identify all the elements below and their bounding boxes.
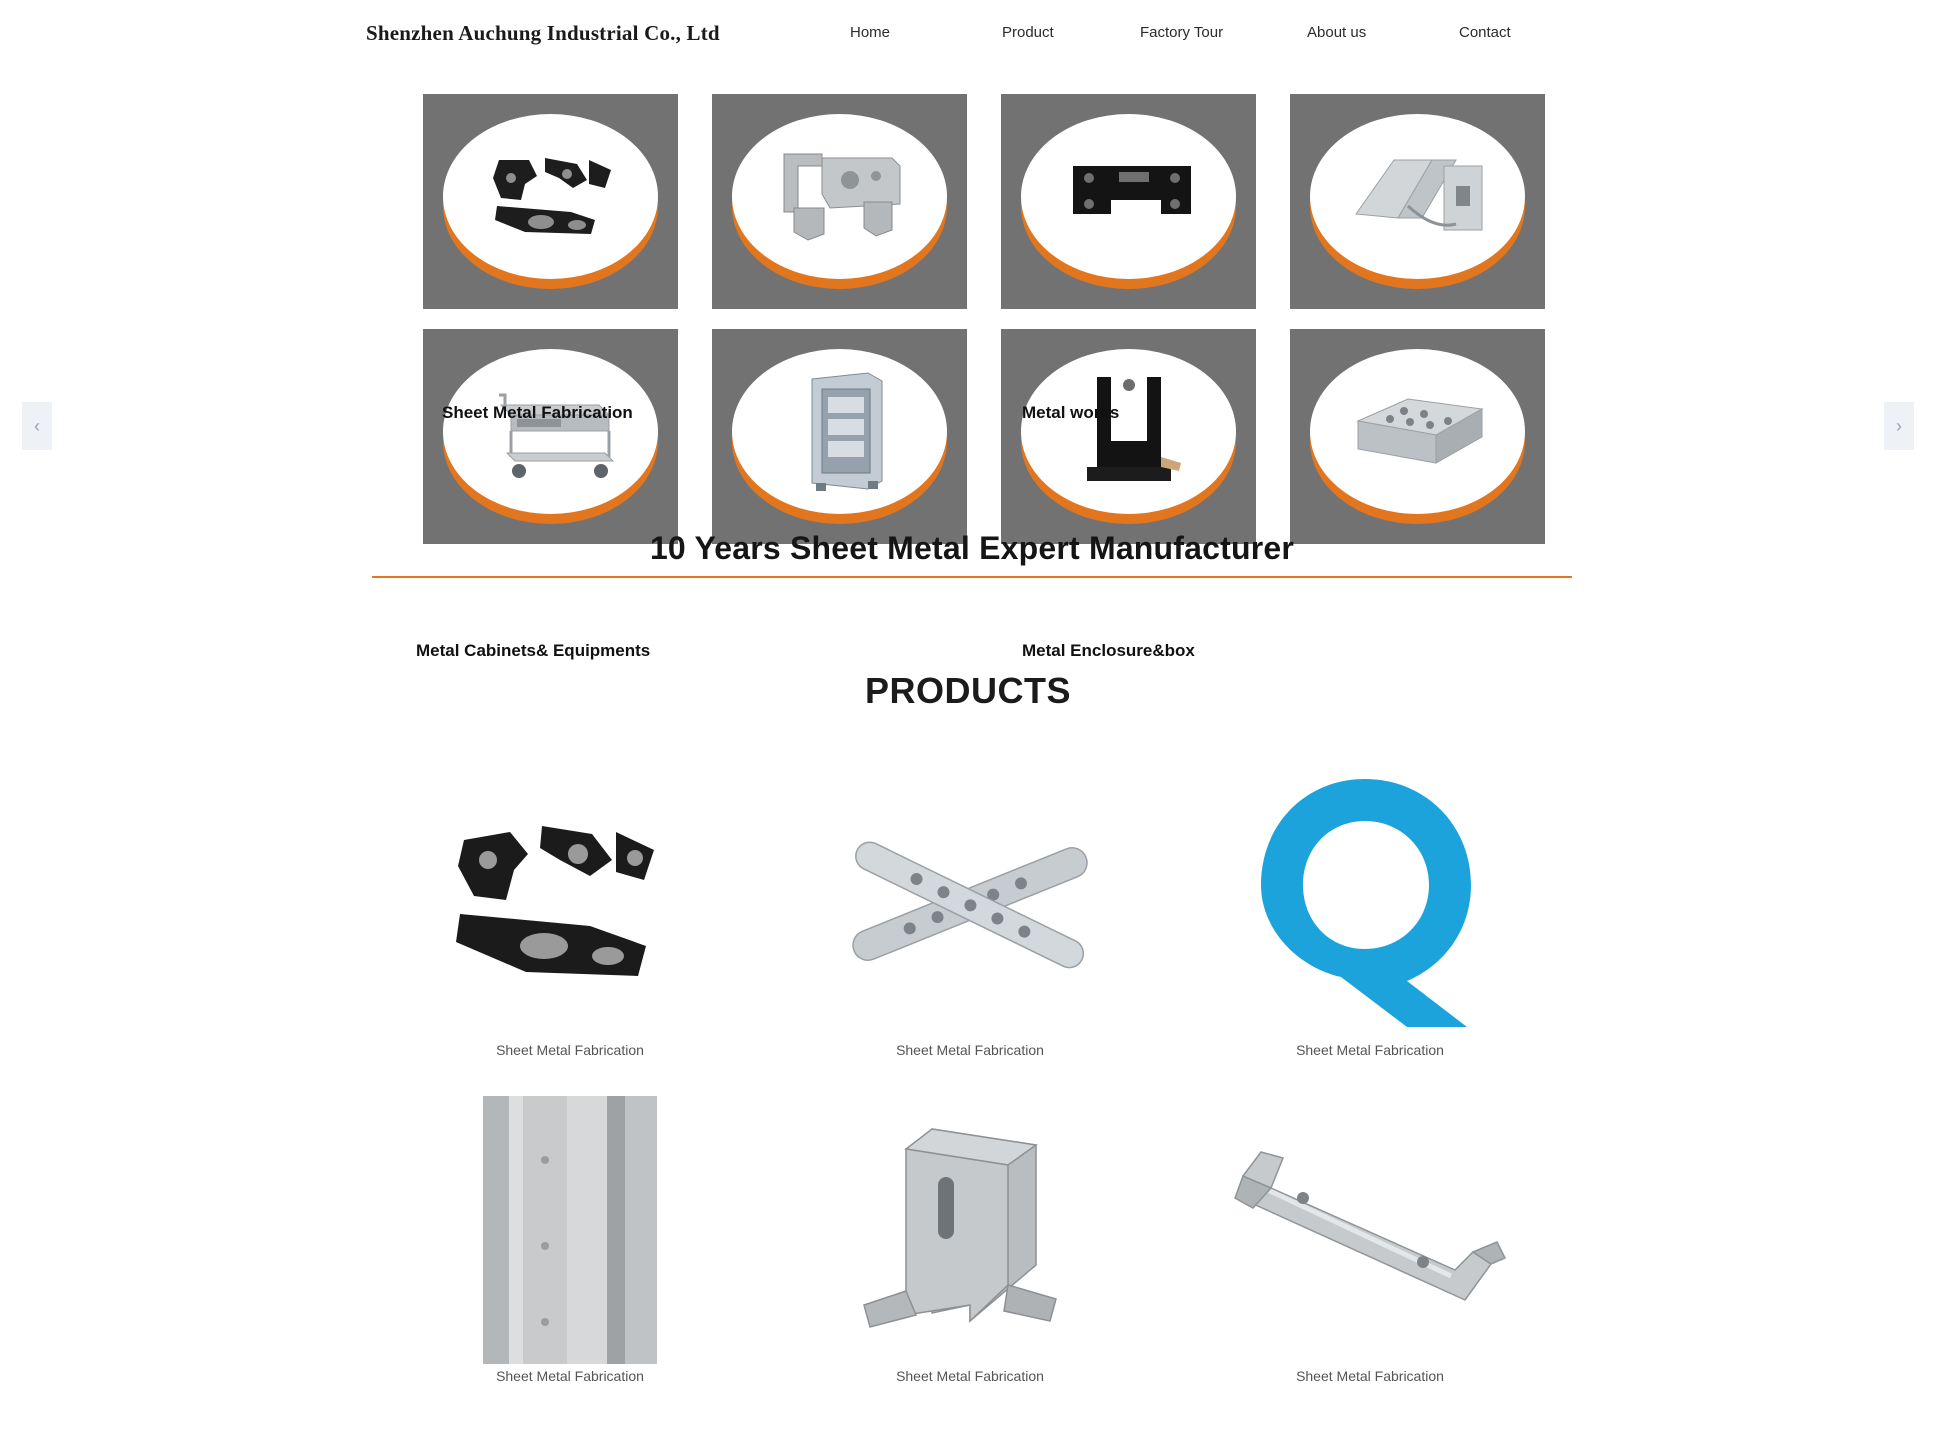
metal-enclosure-box-icon [1348, 391, 1492, 479]
product-thumb-2 [770, 770, 1170, 1038]
black-bracket-icon [1063, 154, 1203, 242]
product-card-1[interactable] [370, 770, 770, 1080]
product-thumb-6 [1170, 1096, 1570, 1364]
u-channel-bracket-icon [820, 1115, 1120, 1345]
nav-item-contact[interactable]: Contact [1459, 24, 1511, 41]
hero-caption-sheet-metal-fabrication: Sheet Metal Fabrication [442, 403, 633, 422]
product-card-4[interactable] [370, 1096, 770, 1406]
slider-next-button[interactable] [1884, 402, 1914, 450]
hero-tile-5[interactable] [423, 329, 678, 544]
black-stand-bracket-icon [1075, 371, 1185, 495]
slider-prev-button[interactable] [22, 402, 52, 450]
z-bracket-strip-icon [1225, 1140, 1515, 1320]
product-thumb-3 [1170, 770, 1570, 1038]
hero-headline: 10 Years Sheet Metal Expert Manufacturer [649, 530, 1295, 566]
server-cabinet-icon [798, 369, 890, 493]
nav-item-home[interactable]: Home [850, 24, 891, 41]
product-caption-4: Sheet Metal Fabrication [496, 1368, 644, 1384]
products-section-title: PRODUCTS [864, 670, 1071, 711]
hero-caption-metal-works: Metal works [1022, 403, 1120, 422]
product-caption-3: Sheet Metal Fabrication [1296, 1042, 1444, 1058]
site-header [0, 0, 1936, 72]
site-brand: Shenzhen Auchung Industrial Co., Ltd [366, 21, 720, 45]
product-card-2[interactable] [770, 770, 1170, 1080]
aluminium-profile-icon [475, 1096, 665, 1364]
product-caption-5: Sheet Metal Fabrication [896, 1368, 1044, 1384]
hero-tile-6[interactable] [712, 329, 967, 544]
blue-q-logo-icon [1245, 769, 1495, 1039]
hero-slider [0, 72, 1936, 660]
hero-tile-3[interactable] [1001, 94, 1256, 309]
bracket-parts-icon [485, 154, 620, 239]
hero-tile-1[interactable] [423, 94, 678, 309]
product-caption-6: Sheet Metal Fabrication [1296, 1368, 1444, 1384]
product-caption-1: Sheet Metal Fabrication [496, 1042, 644, 1058]
metal-trolley-icon [483, 383, 623, 483]
product-thumb-1 [370, 770, 770, 1038]
hero-tile-7[interactable] [1001, 329, 1256, 544]
product-caption-2: Sheet Metal Fabrication [896, 1042, 1044, 1058]
chevron-left-icon: ‹ [34, 415, 40, 436]
product-thumb-4 [370, 1096, 770, 1364]
cross-metal-strips-icon [825, 799, 1115, 1009]
nav-item-product[interactable]: Product [1002, 24, 1054, 41]
hero-slide [372, 94, 1572, 660]
main-nav [820, 24, 1580, 52]
nav-item-factory-tour[interactable]: Factory Tour [1140, 24, 1224, 41]
hero-headline-rule [372, 576, 1572, 578]
hero-tile-8[interactable] [1290, 329, 1545, 544]
hero-caption-metal-cabinets-equipments: Metal Cabinets& Equipments [416, 641, 651, 660]
hero-tile-2[interactable] [712, 94, 967, 309]
product-thumb-5 [770, 1096, 1170, 1364]
bent-metal-clip-icon [1348, 144, 1496, 248]
black-bracket-set-icon [440, 804, 700, 1004]
product-card-3[interactable] [1170, 770, 1570, 1080]
product-card-6[interactable] [1170, 1096, 1570, 1406]
products-grid [370, 770, 1570, 1400]
chevron-right-icon: › [1896, 415, 1902, 436]
hero-tile-grid [372, 94, 1572, 660]
nav-item-about-us[interactable]: About us [1307, 24, 1367, 41]
hero-tile-4[interactable] [1290, 94, 1545, 309]
hero-caption-metal-enclosure-box: Metal Enclosure&box [1022, 641, 1195, 660]
stamped-metal-part-icon [764, 146, 919, 246]
product-card-5[interactable] [770, 1096, 1170, 1406]
